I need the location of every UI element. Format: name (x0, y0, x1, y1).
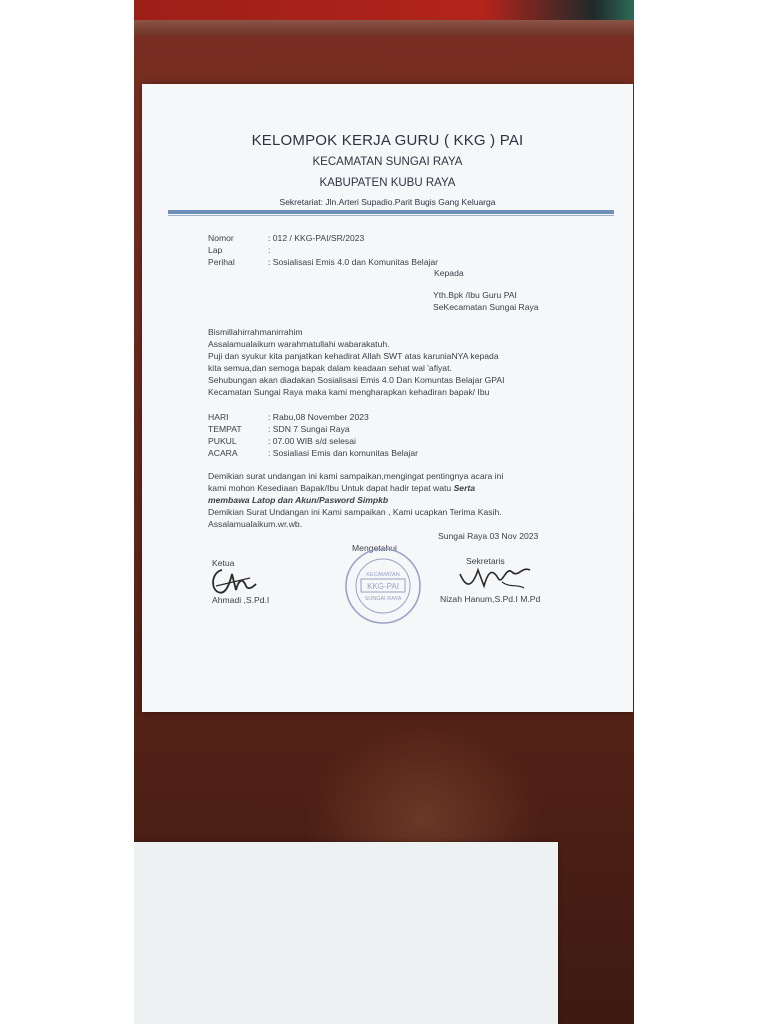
body-basmalah: Bismillahirrahmanirrahim (208, 327, 303, 337)
meta-nomor: Nomor : 012 / KKG-PAI/SR/2023 (208, 233, 365, 243)
recipient-line2: SeKecamatan Sungai Raya (433, 302, 539, 312)
event-acara: ACARA : Sosialiasi Emis dan komunitas Belajar (208, 448, 418, 458)
letterhead-regency: KABUPATEN KUBU RAYA (319, 177, 456, 189)
organization-stamp (338, 546, 428, 626)
table-edge (134, 20, 634, 36)
body-invite-1: Sehubungan akan diadakan Sosialisasi Emis 4.0 Dan Komuntas Belajar GPAI (208, 375, 505, 385)
body-invite-2: Kecamatan Sungai Raya maka kami mengharapkan kehadiran bapak/ Ibu (208, 387, 490, 397)
letterhead-address: Sekretariat: Jln.Arteri Supadio.Parit Bugis Gang Keluarga (279, 197, 496, 207)
ketua-name: Ahmadi ,S.Pd.I (212, 595, 270, 605)
ketua-title: Ketua (212, 558, 235, 568)
event-pukul: PUKUL : 07.00 WIB s/d selesai (208, 436, 356, 446)
closing-2: kami mohon Kesediaan Bapak/Ibu Untuk dapat hadir tepat watu Serta (208, 483, 476, 493)
closing-1: Demikian surat undangan ini kami sampaikan,mengingat pentingnya acara ini (208, 471, 504, 481)
recipient-line1: Yth.Bpk /Ibu Guru PAI (433, 290, 517, 300)
meta-lap: Lap : (208, 245, 271, 255)
closing-4: Demikian Surat Undangan ini Kami sampaikan , Kami ucapkan Terima Kasih. (208, 507, 502, 517)
stamp-bottom-text: SUNGAI RAYA (364, 596, 402, 602)
event-tempat: TEMPAT : SDN 7 Sungai Raya (208, 424, 350, 434)
recipient-kepada: Kepada (434, 268, 464, 278)
background-top-strip (134, 0, 634, 20)
closing-5: Assalamualaikum.wr.wb. (208, 519, 303, 529)
stamp-top-text: KECAMATAN (366, 572, 400, 578)
sekretaris-name: Nizah Hanum,S.Pd.I M.Pd (440, 594, 541, 604)
photo-background (134, 0, 634, 1024)
sekretaris-signature (458, 558, 538, 594)
ketua-signature (208, 564, 268, 598)
letterhead-rule-thin (168, 215, 614, 216)
second-paper-sheet (134, 842, 558, 1024)
meta-perihal: Perihal : Sosialisasi Emis 4.0 dan Komunitas Belajar (208, 257, 439, 267)
sekretaris-title: Sekretaris (466, 556, 505, 566)
letterhead-district: KECAMATAN SUNGAI RAYA (312, 156, 463, 168)
body-salam: Assalamualaikum warahmatullahi wabarakatuh. (208, 339, 390, 349)
body-praise-1: Puji dan syukur kita panjatkan kehadirat Allah SWT atas karuniaNYA kepada (208, 351, 499, 361)
closing-3: membawa Latop dan Akun/Pasword Simpkb (208, 495, 389, 505)
place-date: Sungai Raya 03 Nov 2023 (438, 531, 539, 541)
stamp-center-text: KKG-PAI (367, 582, 399, 591)
body-praise-2: kita semua,dan semoga bapak dalam keadaan sehat wal 'afiyat. (208, 363, 452, 373)
letterhead-rule (168, 210, 614, 214)
event-hari: HARI : Rabu,08 November 2023 (208, 412, 369, 422)
letter-sheet (142, 84, 633, 712)
letterhead-org: KELOMPOK KERJA GURU ( KKG ) PAI (251, 132, 524, 149)
mengetahui-label: Mengetahui (352, 543, 397, 553)
